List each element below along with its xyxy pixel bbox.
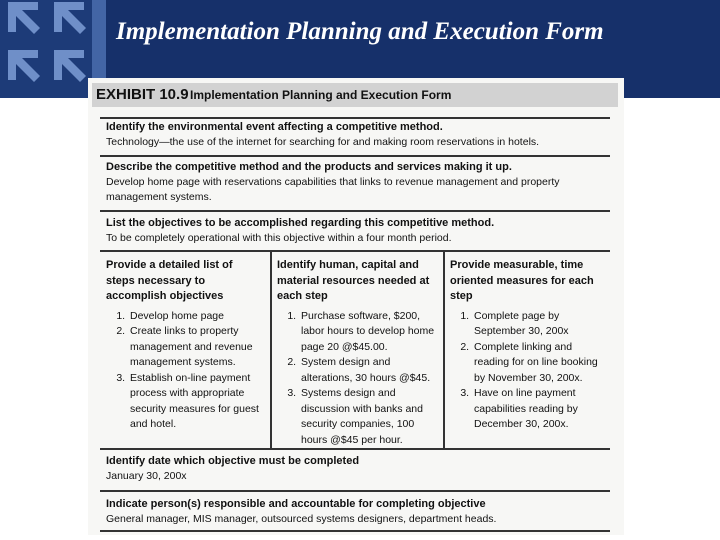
section-answer: To be completely operational with this objective within a four month period. [106,232,452,244]
section-answer: Develop home page with reservations capabilities that links to revenue management and property management systems. [106,176,560,203]
exhibit-label: Implementation Planning and Execution Form [190,88,452,102]
section-heading: Identify the environmental event affecting a competitive method. [106,121,443,133]
section-heading: Identify date which objective must be completed [106,455,360,467]
rule-6 [100,490,610,492]
section-heading: Indicate person(s) responsible and accountable for completing objective [106,498,486,510]
section-heading: List the objectives to be accomplished regarding this competitive method. [106,217,495,229]
exhibit-number: EXHIBIT 10.9 [96,86,189,103]
rule-1 [100,117,610,119]
list-item: 3. Systems design and discussion with banks and security companies, 100 hours @$45 per hour. [299,386,437,448]
measures-list [450,309,606,433]
slide-title: Implementation Planning and Execution Form [116,18,604,45]
section-method [106,160,606,205]
list-item: 1. Purchase software, $200, labor hours to develop home page 20 @$45.00. [299,309,437,356]
rule-3 [100,210,610,212]
list-item: 2. Complete linking and reading for on line booking by November 30, 200x. [472,340,606,387]
column-divider-1 [270,251,272,448]
rule-4 [100,250,610,252]
rule-5 [100,448,610,450]
section-heading: Describe the competitive method and the products and services making it up. [106,161,512,173]
resources-list [277,309,437,449]
section-date [106,454,606,484]
steps-list [106,309,264,433]
section-answer: Technology—the use of the internet for searching for and making room reservations in hotels. [106,136,540,148]
section-objectives [106,216,606,246]
list-item: 2. Create links to property management and revenue management systems. [128,324,264,371]
list-item: 3. Establish on-line payment process with appropriate security measures for guest and hotel. [128,371,264,433]
column-heading: Provide a detailed list of steps necessary to accomplish objectives [106,259,233,302]
section-answer: General manager, MIS manager, outsourced systems designers, department heads. [106,513,497,525]
list-item: 2. System design and alterations, 30 hours @$45. [299,355,437,386]
exhibit-header [92,83,618,107]
column-steps [106,258,264,433]
section-persons [106,497,606,527]
section-environment [106,120,606,150]
column-measures [450,258,606,433]
column-divider-2 [443,251,445,448]
column-heading: Provide measurable, time oriented measures for each step [450,259,594,302]
column-heading: Identify human, capital and material resources needed at each step [277,259,430,302]
column-resources [277,258,437,448]
rule-7 [100,530,610,532]
list-item: 3. Have on line payment capabilities reading by December 30, 200x. [472,386,606,433]
section-answer: January 30, 200x [106,470,187,482]
rule-2 [100,155,610,157]
list-item: 1. Complete page by September 30, 200x [472,309,606,340]
list-item: 1. Develop home page [128,309,264,325]
